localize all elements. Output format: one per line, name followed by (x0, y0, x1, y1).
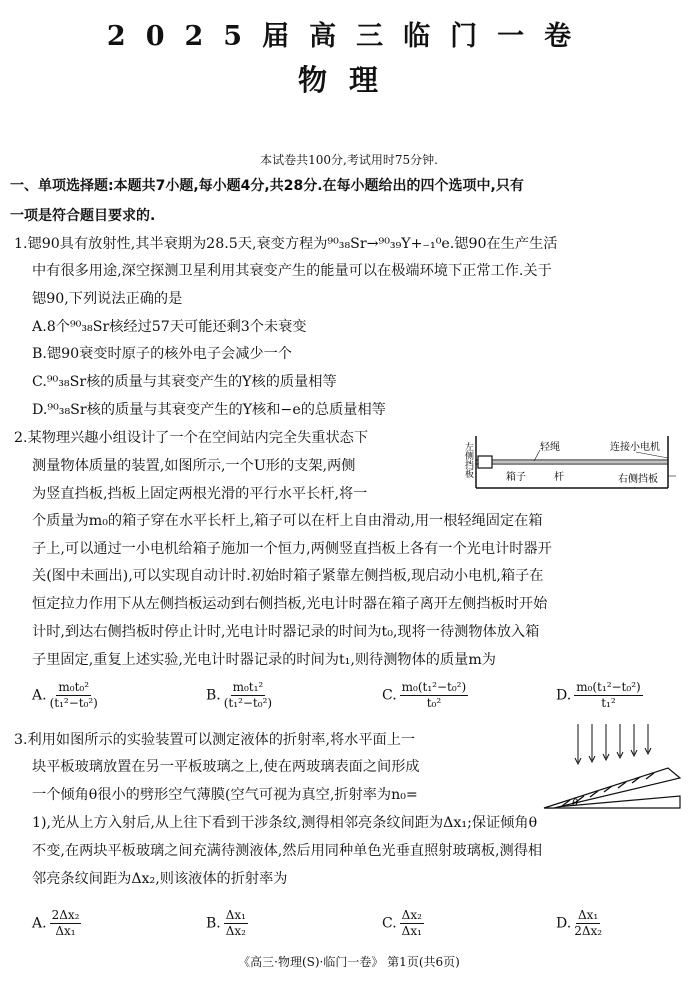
q2-option-d: D. $\frac{\text{m₀(t₁²−t₀²)}}{\text{t₁²}}$ (556, 680, 641, 710)
q2-line: 为竖直挡板,挡板上固定两根光滑的平行水平长杆,将一 (32, 486, 368, 502)
q1-option-a: A.8个⁹⁰₃₈Sr核经过57天可能还剩3个未衰变 (32, 319, 307, 335)
incident-light-rays (575, 724, 651, 764)
q3-option-d: D. $\frac{\text{Δx₁}}{\text{2Δx₂}}$ (556, 908, 603, 938)
q3-line: 块平板玻璃放置在另一平板玻璃之上,使在两玻璃表面之间形成 (32, 759, 420, 775)
label-box: 箱子 (506, 472, 526, 483)
label-rod: 杆 (554, 472, 564, 483)
q2-line: 个质量为m₀的箱子穿在水平长杆上,箱子可以在杆上自由滑动,用一根轻绳固定在箱 (32, 513, 543, 529)
q2-line: 子里固定,重复上述实验,光电计时器记录的时间为t₁,则待测物体的质量m为 (32, 652, 496, 668)
q3-line: 不变,在两块平板玻璃之间充满待测液体,然后用同种单色光垂直照射玻璃板,测得相 (32, 843, 543, 859)
u-frame-figure (463, 432, 690, 500)
subject-title: 物理 (297, 63, 400, 97)
q1-line2: 中有很多用途,深空探测卫星利用其衰变产生的能量可以在极端环境下正常工作.关于 (32, 263, 552, 279)
q3-line: 1),光从上方入射后,从上往下看到干涉条纹,测得相邻亮条纹间距为Δx₁;保证倾角θ (32, 815, 538, 831)
section-intro-line1: 一、单项选择题:本题共7小题,每小题4分,共28分.在每小题给出的四个选项中,只有 (10, 178, 524, 194)
q1-option-c: C.⁹⁰₃₈Sr核的质量与其衰变产生的Y核的质量相等 (32, 374, 337, 390)
q2-line: 测量物体质量的装置,如图所示,一个U形的支架,两侧 (32, 458, 356, 474)
exam-note: 本试卷共100分,考试用时75分钟. (260, 153, 438, 167)
q3-line: 一个倾角θ很小的劈形空气薄膜(空气可视为真空,折射率为n₀= (32, 787, 418, 803)
exam-title: 2025届高三临门一卷 (106, 21, 592, 52)
page-footer: 《高三·物理(S)·临门一卷》 第1页(共6页) (238, 955, 460, 969)
q3-line: 3.利用如图所示的实验装置可以测定液体的折射率,将水平面上一 (14, 732, 416, 748)
wedge-film-figure (540, 722, 690, 812)
q2-option-a: A. $\frac{\text{m₀t₀²}}{\text{(t₁²−t₀²)}}$ (32, 680, 98, 710)
q1-line3: 锶90,下列说法正确的是 (32, 291, 183, 307)
q3-option-a: A. $\frac{\text{2Δx₂}}{\text{Δx₁}}$ (32, 908, 80, 938)
q2-line: 计时,到达右侧挡板时停止计时,光电计时器记录的时间为t₀,现将一待测物体放入箱 (32, 624, 540, 640)
label-right-board: 右侧挡板 (618, 474, 658, 485)
q3-option-c: C. $\frac{\text{Δx₂}}{\text{Δx₁}}$ (382, 908, 422, 938)
q2-line: 2.某物理兴趣小组设计了一个在空间站内完全失重状态下 (14, 430, 369, 446)
q1-line1: 1.锶90具有放射性,其半衰期为28.5天,衰变方程为⁹⁰₃₈Sr→⁹⁰₃₉Y+₋₁⁰e.锶90在生产生活 (14, 236, 558, 252)
section-intro-line2: 一项是符合题目要求的. (10, 208, 156, 224)
q2-option-c: C. $\frac{\text{m₀(t₁²−t₀²)}}{\text{t₀²}}$ (382, 680, 467, 710)
label-light-rope: 轻绳 (540, 442, 560, 453)
q1-option-b: B.锶90衰变时原子的核外电子会减少一个 (32, 346, 292, 362)
q2-option-b: B. $\frac{\text{m₀t₁²}}{\text{(t₁²−t₀²)}}$ (206, 680, 273, 710)
label-motor: 连接小电机 (610, 442, 660, 453)
q3-option-b: B. $\frac{\text{Δx₁}}{\text{Δx₂}}$ (206, 908, 246, 938)
label-theta: θ (572, 798, 579, 809)
q3-line: 邻亮条纹间距为Δx₂,则该液体的折射率为 (32, 871, 288, 887)
q2-line: 关(图中未画出),可以实现自动计时.初始时箱子紧靠左侧挡板,现启动小电机,箱子在 (32, 568, 544, 584)
box-shape (478, 456, 492, 468)
label-left-board: 左侧挡板 (463, 442, 473, 478)
q1-option-d: D.⁹⁰₃₈Sr核的质量与其衰变产生的Y核和−e的总质量相等 (32, 402, 386, 418)
q2-line: 恒定拉力作用下从左侧挡板运动到右侧挡板,光电计时器在箱子离开左侧挡板时开始 (32, 596, 548, 612)
q2-line: 子上,可以通过一小电机给箱子施加一个恒力,两侧竖直挡板上各有一个光电计时器开 (32, 541, 552, 557)
